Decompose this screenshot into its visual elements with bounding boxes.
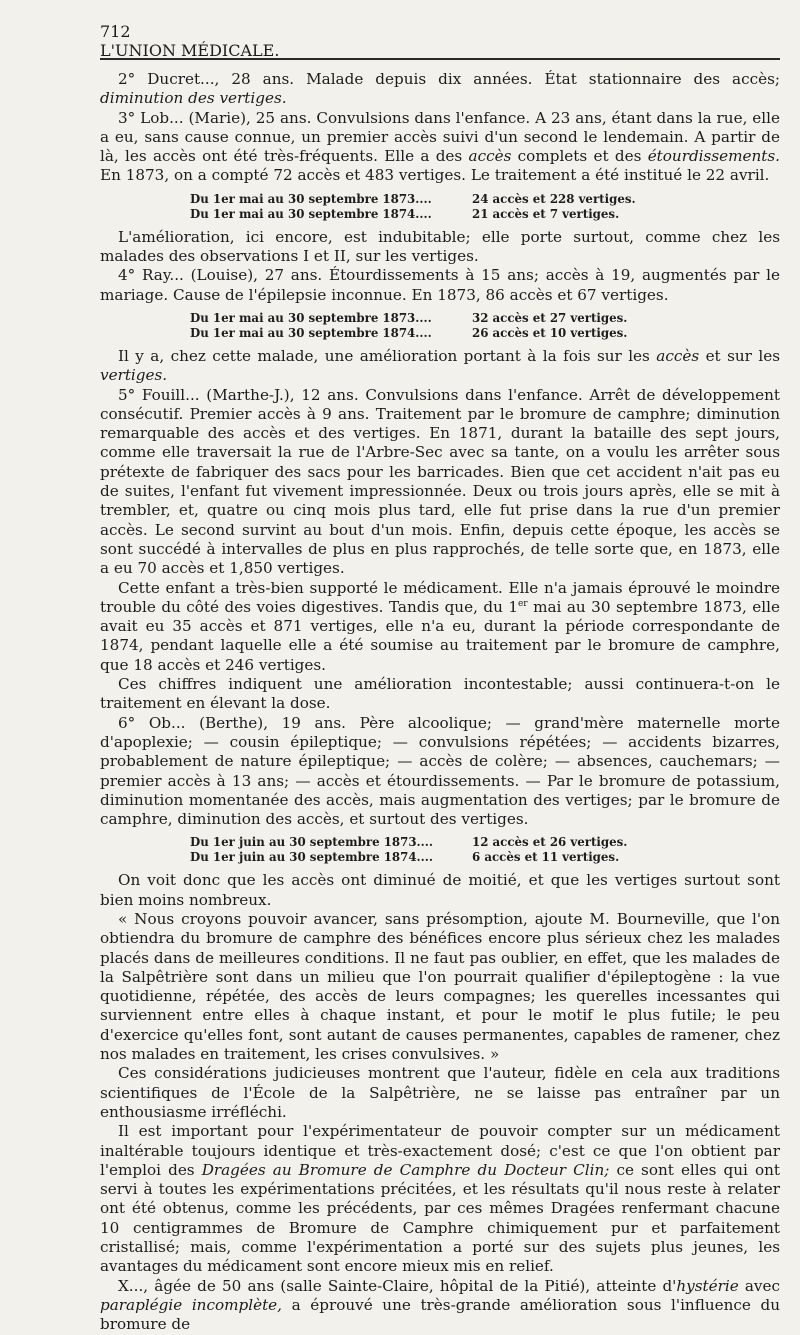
paragraph: 5° Fouill... (Marthe-J.), 12 ans. Convulsions dans l'enfance. Arrêt de développement consécutif. Premier accès à 9 ans. Traitement par le bromure de camphre; diminution remarquable des accès et des vertiges. En 1871, durant la bataille des sept jours, comme elle traversait la rue de l'Arbre-Sec avec sa tante, on a voulu les arrêter sous prétexte de fabriquer des sacs pour les barricades. Bien que cet accident n'ait pas eu de suites, l'enfant fut vivement impressionnée. Deux ou trois jours après, elle se mit à trembler, et, quatre ou cinq mois plus tard, elle fut prise dans la rue d'un premier accès. Le second survint au bout d'un mois. Enfin, depuis cette époque, les accès se sont succédé à intervalles de plus en plus rapprochés, de telle sorte que, en 1873, elle a eu 70 accès et 1,850 vertiges. xyxy=(100,385,780,578)
paragraph: On voit donc que les accès ont diminué de moitié, et que les vertiges surtout sont bien moins nombreux. xyxy=(100,871,780,909)
table-row: Du 1er juin au 30 septembre 1873.... 12 accès et 26 vertiges. xyxy=(190,835,628,850)
paragraph: Il y a, chez cette malade, une amélioration portant à la fois sur les accès et sur les vertiges. xyxy=(100,346,780,385)
paragraph: 4° Ray... (Louise), 27 ans. Étourdissements à 15 ans; accès à 19, augmentés par le mariage. Cause de l'épilepsie inconnue. En 1873, 86 accès et 67 vertiges. xyxy=(100,266,780,304)
paragraph: « Nous croyons pouvoir avancer, sans présomption, ajoute M. Bourneville, que l'on obtiendra du bromure de camphre des bénéfices encore plus sérieux chez les malades placés dans de meilleures conditions. Il ne faut pas oublier, en effet, que les malades de la Salpêtrière sont dans un milieu que l'on pourrait qualifier d'épileptogène : la vue quotidienne, répétée, des accès de leurs compagnes; les querelles incessantes qui surviennent entre elles à chaque instant, et pour le motif le plus futile; le peu d'exercice qu'elles font, sont autant de causes permanentes, capables de ramener, chez nos malades en traitement, les crises convulsives. » xyxy=(100,909,780,1064)
table-row: Du 1er mai au 30 septembre 1873.... 32 accès et 27 vertiges. xyxy=(190,310,628,325)
page-number: 712 xyxy=(100,22,131,41)
paragraph: 3° Lob... (Marie), 25 ans. Convulsions dans l'enfance. A 23 ans, étant dans la rue, elle a eu, sans cause connue, un premier accès suivi d'un second le lendemain. A partir de là, les accès ont été très-fréquents. Elle a des accès complets et des étourdissements. En 1873, on a compté 72 accès et 483 vertiges. Le traitement a été institué le 22 avril. xyxy=(100,108,781,185)
table-row: Du 1er mai au 30 septembre 1874.... 21 accès et 7 vertiges. xyxy=(190,206,620,221)
results-table-1 xyxy=(190,192,780,222)
results-table-3 xyxy=(190,835,780,865)
paragraph: Il est important pour l'expérimentateur de pouvoir compter sur un médicament inaltérable toujours identique et très-exactement dosé; c'est ce que l'on obtient par l'emploi des Dragées au Bromure de Camphre du Docteur Clin; ce sont elles qui ont servi à toutes les expérimentations précitées, et les résultats qu'il nous reste à relater ont été obtenus, comme les précédents, par ces mêmes Dragées renfermant chacune 10 centigrammes de Bromure de Camphre chimiquement pur et parfaitement cristallisé; mais, comme l'expérimentation a porté sur des sujets plus jeunes, les avantages du médicament sont encore mieux mis en relief. xyxy=(100,1122,780,1276)
paragraph: L'amélioration, ici encore, est indubitable; elle porte surtout, comme chez les malades des observations I et II, sur les vertiges. xyxy=(100,227,780,266)
paragraph: 2° Ducret..., 28 ans. Malade depuis dix années. État stationnaire des accès; diminution des vertiges. xyxy=(100,70,780,108)
table-row: Du 1er juin au 30 septembre 1874.... 6 accès et 11 vertiges. xyxy=(190,850,620,865)
paragraph: X..., âgée de 50 ans (salle Sainte-Claire, hôpital de la Pitié), atteinte d'hystérie avec paraplégie incomplète, a éprouvé une très-grande amélioration sous l'influence du bromure de xyxy=(100,1276,780,1334)
header-rule xyxy=(100,58,780,60)
journal-title: L'UNION MÉDICALE. xyxy=(100,41,280,60)
table-row: Du 1er mai au 30 septembre 1874.... 26 accès et 10 vertiges. xyxy=(190,325,628,340)
paragraph: 6° Ob... (Berthe), 19 ans. Père alcoolique; — grand'mère maternelle morte d'apoplexie; — cousin épileptique; — convulsions répétées; — accidents bizarres, probablement de nature épileptique; — accès de colère; — absences, cauchemars; — premier accès à 13 ans; — accès et étourdissements. — Par le bromure de potassium, diminution momentanée des accès, mais augmentation des vertiges; par le bromure de camphre, diminution des accès, et surtout des vertiges. xyxy=(100,713,780,829)
article-body xyxy=(100,70,780,1335)
paragraph: Cette enfant a très-bien supporté le médicament. Elle n'a jamais éprouvé le moindre trouble du côté des voies digestives. Tandis que, du 1er mai au 30 septembre 1873, elle avait eu 35 accès et 871 vertiges, elle n'a eu, durant la période correspondante de 1874, pendant laquelle elle a été soumise au traitement par le bromure de camphre, que 18 accès et 246 vertiges. xyxy=(100,578,780,674)
results-table-2 xyxy=(190,311,780,341)
paragraph: Ces chiffres indiquent une amélioration incontestable; aussi continuera-t-on le traitement en élevant la dose. xyxy=(100,675,780,713)
table-row: Du 1er mai au 30 septembre 1873.... 24 accès et 228 vertiges. xyxy=(190,191,636,206)
paragraph: Ces considérations judicieuses montrent que l'auteur, fidèle en cela aux traditions scientifiques de l'École de la Salpêtrière, ne se laisse pas entraîner par un enthousiasme irréfléchi. xyxy=(100,1064,780,1121)
